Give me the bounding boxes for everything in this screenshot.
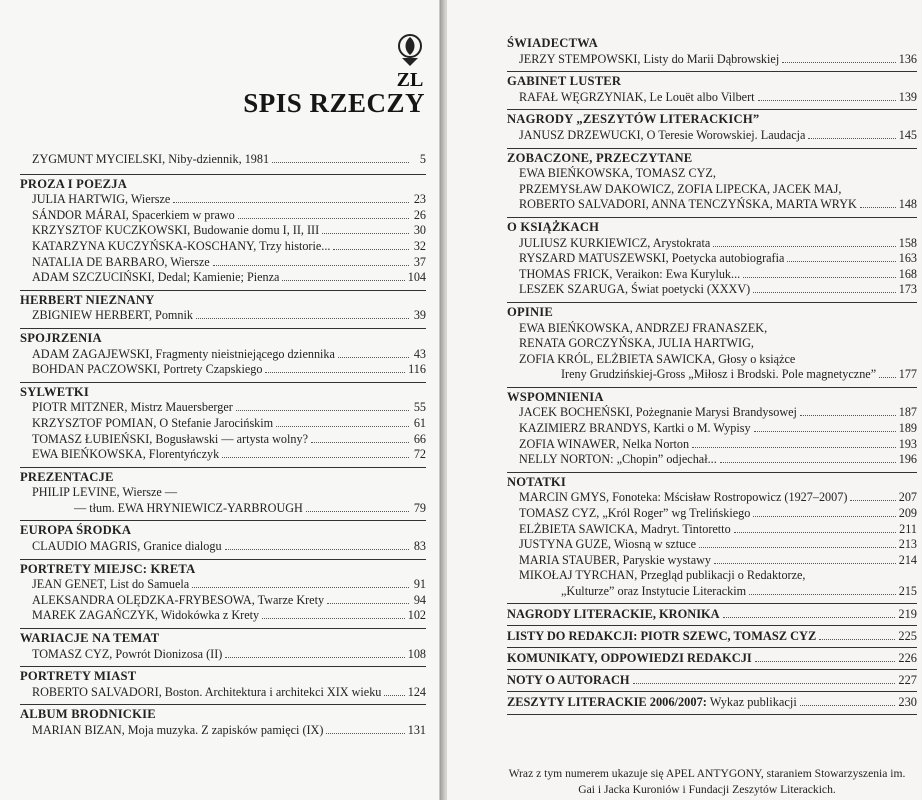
- entry-page-number: 173: [898, 282, 917, 297]
- toc-entry[interactable]: [20, 308, 426, 324]
- toc-entry[interactable]: [507, 267, 917, 283]
- entry-title: MARIA STAUBER, Paryskie wystawy: [519, 552, 711, 567]
- entry-title: PIOTR MITZNER, Mistrz Mauersberger: [32, 400, 233, 415]
- entry-title: ZYGMUNT MYCIELSKI, Niby-dziennik, 1981: [32, 152, 270, 166]
- toc-entry[interactable]: [507, 90, 917, 106]
- toc-entry[interactable]: [507, 321, 917, 337]
- entry-page-number: 79: [413, 500, 426, 515]
- toc-entry[interactable]: [20, 152, 426, 168]
- toc-entry[interactable]: [20, 723, 426, 739]
- entry-page-number: 102: [407, 608, 426, 623]
- section-heading: GABINET LUSTER: [507, 71, 917, 90]
- entry-title: ADAM ZAGAJEWSKI, Fragmenty nieistniejącego dziennika: [32, 346, 335, 361]
- toc-entry[interactable]: [507, 282, 917, 298]
- section-heading: NAGRODY „ZESZYTÓW LITERACKICH”: [507, 109, 917, 128]
- entry-title: EWA BIEŃKOWSKA, ANDRZEJ FRANASZEK,: [519, 320, 768, 335]
- entry-title: KRZYSZTOF KUCZKOWSKI, Budowanie domu I, II, III: [32, 223, 320, 238]
- entry-title: MIKOŁAJ TYRCHAN, Przegląd publikacji o Redaktorze,: [519, 568, 806, 583]
- dot-leader: [236, 410, 409, 411]
- entry-page-number: 214: [898, 552, 917, 567]
- entry-page-number: 215: [898, 584, 917, 598]
- toc-entry[interactable]: [507, 568, 917, 584]
- entry-title: TOMASZ CYZ, Powrót Dionizosa (II): [32, 646, 223, 661]
- toc-entry[interactable]: [507, 336, 917, 352]
- toc-entry[interactable]: [507, 437, 917, 453]
- entry-page-number: 225: [898, 628, 917, 643]
- entry-page-number: 230: [898, 694, 917, 709]
- dot-leader: [327, 603, 409, 604]
- toc-entry[interactable]: [20, 270, 426, 286]
- section-heading: O KSIĄŻKACH: [507, 217, 917, 236]
- entry-title: PRZEMYSŁAW DAKOWICZ, ZOFIA LIPECKA, JACEK MAJ,: [519, 181, 842, 196]
- dot-leader: [192, 587, 409, 588]
- entry-page-number: 104: [407, 270, 426, 285]
- entry-title: CLAUDIO MAGRIS, Granice dialogu: [32, 539, 222, 554]
- left-toc: [20, 152, 426, 739]
- entry-page-number: 177: [898, 367, 917, 382]
- toc-entry[interactable]: [507, 584, 917, 600]
- toc-entry[interactable]: [507, 490, 917, 506]
- dot-leader: [819, 639, 895, 640]
- entry-title: JANUSZ DRZEWUCKI, O Teresie Worowskiej. Laudacja: [519, 127, 806, 142]
- entry-page-number: 189: [898, 421, 917, 436]
- entry-page-number: 158: [898, 235, 917, 250]
- entry-page-number: 32: [413, 238, 426, 253]
- right-page: [446, 0, 922, 800]
- entry-page-number: 30: [413, 223, 426, 238]
- entry-page-number: 37: [413, 254, 426, 269]
- entry-title: THOMAS FRICK, Veraikon: Ewa Kuryluk...: [519, 266, 741, 281]
- entry-page-number: 124: [407, 684, 426, 699]
- toc-entry[interactable]: [507, 367, 917, 383]
- toc-entry[interactable]: [20, 539, 426, 555]
- dot-leader: [265, 372, 405, 373]
- entry-title: NELLY NORTON: „Chopin” odjechał...: [519, 452, 717, 467]
- dot-leader: [749, 594, 896, 595]
- toc-entry[interactable]: [20, 255, 426, 271]
- entry-title: KRZYSZTOF POMIAN, O Stefanie Jarocińskim: [32, 415, 274, 430]
- entry-title: — tłum. EWA HRYNIEWICZ-YARBROUGH: [74, 500, 303, 515]
- entry-title: PHILIP LEVINE, Wiersze —: [32, 485, 178, 500]
- toc-entry[interactable]: [20, 432, 426, 448]
- dot-leader: [714, 563, 896, 564]
- entry-title: ROBERTO SALVADORI, Boston. Architektura i architekci XIX wieku: [32, 684, 382, 699]
- dot-leader: [196, 318, 409, 319]
- dot-leader: [782, 62, 896, 63]
- section-heading: HERBERT NIEZNANY: [20, 290, 426, 309]
- dot-leader: [272, 162, 409, 163]
- dot-leader: [699, 547, 896, 548]
- entry-page-number: 163: [898, 251, 917, 266]
- toc-entry[interactable]: [507, 405, 917, 421]
- section-heading: SPOJRZENIA: [20, 328, 426, 347]
- toc-entry[interactable]: [20, 239, 426, 255]
- entry-page-number: 5: [419, 152, 426, 166]
- entry-page-number: 66: [413, 431, 426, 446]
- entry-title: RYSZARD MATUSZEWSKI, Poetycka autobiografia: [519, 251, 785, 266]
- toc-entry[interactable]: [20, 192, 426, 208]
- entry-page-number: 187: [898, 405, 917, 420]
- dot-leader: [800, 705, 896, 706]
- section-heading: PREZENTACJE: [20, 467, 426, 486]
- dot-leader: [384, 695, 404, 696]
- toc-entry[interactable]: [20, 447, 426, 463]
- toc-entry[interactable]: [20, 577, 426, 593]
- entry-title: ZOFIA KRÓL, ELŻBIETA SAWICKA, Głosy o książce: [519, 351, 796, 366]
- entry-title: JUSTYNA GUZE, Wiosną w sztuce: [519, 537, 696, 552]
- dot-leader: [753, 292, 896, 293]
- closing-rule: [507, 714, 917, 715]
- dot-leader: [713, 246, 895, 247]
- dot-leader: [692, 447, 896, 448]
- toc-entry[interactable]: [20, 593, 426, 609]
- entry-page-number: 55: [413, 400, 426, 415]
- section-heading: PROZA I POEZJA: [20, 174, 426, 193]
- toc-entry-bold[interactable]: [507, 647, 917, 666]
- entry-title: KOMUNIKATY, ODPOWIEDZI REDAKCJI: [507, 650, 752, 665]
- zl-logo-icon: [392, 32, 428, 94]
- page-title: SPIS RZECZY: [243, 88, 425, 118]
- entry-page-number: 108: [407, 646, 426, 661]
- entry-page-number: 145: [898, 127, 917, 142]
- toc-entry[interactable]: [507, 537, 917, 553]
- logo-text: ZL: [396, 69, 424, 91]
- dot-leader: [238, 218, 409, 219]
- entry-page-number: 91: [413, 577, 426, 592]
- entry-title: MAREK ZAGAŃCZYK, Widokówka z Krety: [32, 608, 260, 623]
- right-toc: [507, 36, 917, 715]
- entry-page-number: 116: [408, 362, 426, 377]
- entry-title: JULIUSZ KURKIEWICZ, Arystokrata: [519, 235, 711, 250]
- dot-leader: [225, 549, 409, 550]
- dot-leader: [338, 357, 409, 358]
- dot-leader: [850, 500, 895, 501]
- left-page: [0, 0, 440, 800]
- toc-entry[interactable]: [507, 52, 917, 68]
- entry-title: SÁNDOR MÁRAI, Spacerkiem w prawo: [32, 207, 235, 222]
- dot-leader: [808, 138, 895, 139]
- entry-title: ADAM SZCZUCIŃSKI, Dedal; Kamienie; Pienza: [32, 270, 280, 285]
- dot-leader: [262, 618, 405, 619]
- toc-entry[interactable]: [20, 485, 426, 501]
- entry-page-number: 139: [898, 89, 917, 104]
- entry-title: TOMASZ CYZ, „Król Roger” wg Trelińskiego: [519, 506, 751, 521]
- dot-leader: [743, 277, 896, 278]
- entry-title: „Kulturze” oraz Instytucie Literackim: [561, 584, 747, 598]
- entry-title: ELŻBIETA SAWICKA, Madryt. Tintoretto: [519, 521, 731, 536]
- dot-leader: [753, 516, 895, 517]
- section-heading: NOTATKI: [507, 472, 917, 491]
- dot-leader: [723, 617, 896, 618]
- entry-title: MARCIN GMYS, Fonoteka: Mścisław Rostropowicz (1927–2007): [519, 490, 848, 505]
- toc-entry[interactable]: [507, 236, 917, 252]
- entry-title: RENATA GORCZYŃSKA, JULIA HARTWIG,: [519, 336, 754, 351]
- entry-page-number: 227: [898, 672, 917, 687]
- entry-page-number: 168: [898, 266, 917, 281]
- toc-entry[interactable]: [507, 421, 917, 437]
- entry-page-number: 196: [898, 452, 917, 467]
- entry-title: ROBERTO SALVADORI, ANNA TENCZYŃSKA, MARTA WRYK: [519, 197, 857, 212]
- entry-title: ALEKSANDRA OLĘDZKA-FRYBESOWA, Twarze Krety: [32, 592, 325, 607]
- section-heading: ŚWIADECTWA: [507, 36, 598, 50]
- entry-title: ZESZYTY LITERACKIE 2006/2007:: [507, 694, 707, 709]
- entry-title: ZOFIA WINAWER, Nelka Norton: [519, 436, 690, 451]
- dot-leader: [225, 657, 404, 658]
- entry-title: LISTY DO REDAKCJI: PIOTR SZEWC, TOMASZ CYZ: [507, 628, 817, 643]
- footnote: Wraz z tym numerem ukazuje się APEL ANTYGONY, staraniem Stowarzyszenia im. Gai i Jacka Kuroniów i Fundacji Zeszytów Literackich.: [508, 767, 906, 796]
- entry-title: NAGRODY LITERACKIE, KRONIKA: [507, 606, 720, 621]
- entry-title: JACEK BOCHEŃSKI, Pożegnanie Marysi Brandysowej: [519, 405, 797, 420]
- dot-leader: [860, 207, 896, 208]
- toc-entry[interactable]: [20, 362, 426, 378]
- entry-page-number: 43: [413, 346, 426, 361]
- dot-leader: [333, 249, 409, 250]
- entry-title: Ireny Grudzińskiej-Gross „Miłosz i Brodski. Pole magnetyczne”: [561, 367, 877, 382]
- section-heading: PORTRETY MIEJSC: KRETA: [20, 559, 426, 578]
- entry-page-number: 39: [413, 308, 426, 323]
- toc-entry[interactable]: [20, 685, 426, 701]
- dot-leader: [800, 415, 896, 416]
- entry-title: JULIA HARTWIG, Wiersze: [32, 192, 171, 207]
- dot-leader: [322, 233, 409, 234]
- entry-page-number: 61: [413, 415, 426, 430]
- entry-title: NOTY O AUTORACH: [507, 672, 630, 687]
- dot-leader: [276, 426, 409, 427]
- entry-page-number: 213: [898, 537, 917, 552]
- entry-page-number: 83: [413, 539, 426, 554]
- dot-leader: [755, 661, 896, 662]
- dot-leader: [222, 457, 409, 458]
- dot-leader: [754, 431, 896, 432]
- entry-page-number: 94: [413, 592, 426, 607]
- toc-entry[interactable]: [507, 197, 917, 213]
- dot-leader: [633, 683, 896, 684]
- entry-title: EWA BIEŃKOWSKA, Florentyńczyk: [32, 447, 220, 462]
- toc-entry[interactable]: [20, 416, 426, 432]
- section-heading: WSPOMNIENIA: [507, 387, 917, 406]
- toc-entry[interactable]: [20, 400, 426, 416]
- section-heading: SYLWETKI: [20, 382, 426, 401]
- dot-leader: [326, 733, 404, 734]
- entry-page-number: 207: [898, 490, 917, 505]
- entry-title: ZBIGNIEW HERBERT, Pomnik: [32, 308, 193, 323]
- toc-entry[interactable]: [507, 452, 917, 468]
- toc-entry[interactable]: [20, 647, 426, 663]
- toc-entry[interactable]: [20, 223, 426, 239]
- entry-title: LESZEK SZARUGA, Świat poetycki (XXXV): [519, 282, 751, 297]
- toc-entry[interactable]: [507, 522, 917, 538]
- section-heading: ZOBACZONE, PRZECZYTANE: [507, 148, 917, 167]
- toc-entry-bold[interactable]: [507, 625, 917, 644]
- toc-entry-bold[interactable]: [507, 603, 917, 622]
- dot-leader: [306, 511, 409, 512]
- section-heading: OPINIE: [507, 302, 917, 321]
- toc-entry-bold[interactable]: [507, 669, 917, 688]
- entry-page-number: 148: [898, 197, 917, 212]
- entry-subtitle: Wykaz publikacji: [706, 694, 797, 709]
- entry-page-number: 193: [898, 436, 917, 451]
- toc-entry[interactable]: [507, 352, 917, 368]
- dot-leader: [720, 462, 896, 463]
- entry-title: TOMASZ ŁUBIEŃSKI, Bogusławski — artysta wolny?: [32, 431, 309, 446]
- entry-page-number: 131: [407, 723, 426, 737]
- dot-leader: [173, 202, 409, 203]
- entry-page-number: 26: [413, 207, 426, 222]
- toc-entry[interactable]: [507, 506, 917, 522]
- dot-leader: [734, 532, 896, 533]
- dot-leader: [787, 261, 895, 262]
- section-heading: PORTRETY MIAST: [20, 666, 426, 685]
- entry-title: KAZIMIERZ BRANDYS, Kartki o M. Wypisy: [519, 421, 751, 436]
- dot-leader: [758, 100, 896, 101]
- entry-page-number: 23: [413, 192, 426, 207]
- toc-entry[interactable]: [20, 208, 426, 224]
- section-heading: WARIACJE NA TEMAT: [20, 628, 426, 647]
- section-heading: EUROPA ŚRODKA: [20, 520, 426, 539]
- toc-entry[interactable]: [507, 182, 917, 198]
- toc-entry[interactable]: [20, 501, 426, 517]
- entry-page-number: 209: [898, 506, 917, 521]
- entry-title: JEAN GENET, List do Samuela: [32, 577, 190, 592]
- entry-page-number: 219: [898, 606, 917, 621]
- toc-entry[interactable]: [507, 166, 917, 182]
- dot-leader: [311, 442, 409, 443]
- entry-title: BOHDAN PACZOWSKI, Portrety Czapskiego: [32, 362, 263, 377]
- entry-title: KATARZYNA KUCZYŃSKA-KOSCHANY, Trzy historie...: [32, 238, 331, 253]
- entry-page-number: 226: [898, 650, 917, 665]
- dot-leader: [213, 265, 409, 266]
- toc-entry[interactable]: [507, 128, 917, 144]
- entry-title: JERZY STEMPOWSKI, Listy do Marii Dąbrowskiej: [519, 51, 780, 66]
- entry-page-number: 211: [899, 521, 917, 536]
- toc-entry[interactable]: [20, 608, 426, 624]
- dot-leader: [282, 280, 404, 281]
- toc-entry-bold[interactable]: [507, 691, 917, 710]
- dot-leader: [879, 377, 896, 378]
- toc-entry[interactable]: [507, 553, 917, 569]
- toc-entry[interactable]: [20, 347, 426, 363]
- entry-title: EWA BIEŃKOWSKA, TOMASZ CYZ,: [519, 166, 716, 181]
- entry-title: RAFAŁ WĘGRZYNIAK, Le Louët albo Vilbert: [519, 89, 755, 104]
- entry-title: MARIAN BIZAN, Moja muzyka. Z zapisków pamięci (IX): [32, 723, 324, 737]
- entry-page-number: 72: [413, 447, 426, 462]
- entry-page-number: 136: [898, 51, 917, 66]
- entry-title: NATALIA DE BARBARO, Wiersze: [32, 254, 210, 269]
- toc-entry[interactable]: [507, 251, 917, 267]
- section-heading: ALBUM BRODNICKIE: [20, 704, 426, 723]
